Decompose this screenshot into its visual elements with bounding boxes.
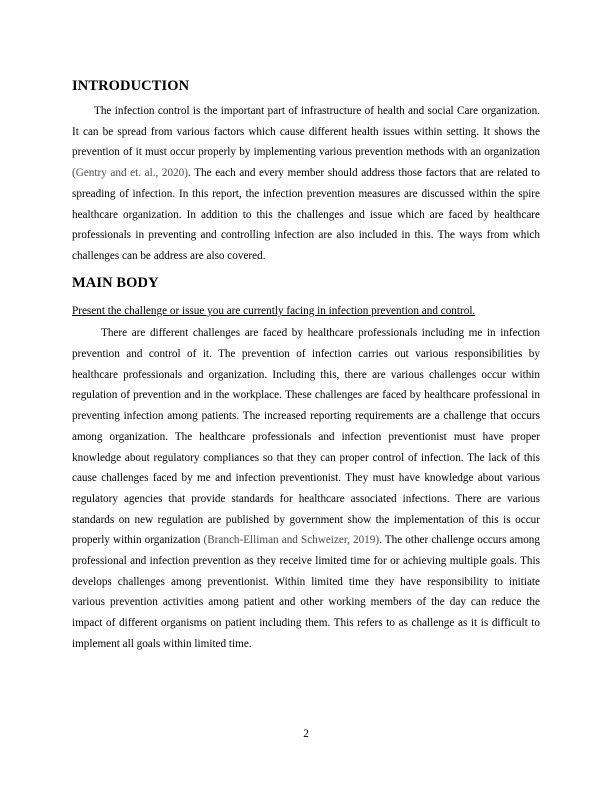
main-body-text-part2: . The other challenge occurs among professional and infection prevention as they receive limited time for or achieving multiple goals. This develops challenges among preventionist. Within limited time they have responsibility to initiate various prevention activities among patient and other working members of the day can reduce the impact of different organisms on patient including them. This refers to as challenge as it is difficult to implement all goals within limited time.: [72, 534, 540, 650]
introduction-paragraph: [72, 101, 540, 267]
introduction-heading: INTRODUCTION: [72, 78, 190, 94]
introduction-text-part2: . The each and every member should address those factors that are related to spreading of infection. In this report, the infection prevention measures are discussed within the spire healthcare organization. In addition to this the challenges and issue which are faced by healthcare professionals in preventing and controlling infection are also included in this. The ways from which challenges can be address are also covered.: [72, 167, 540, 262]
main-body-citation: (Branch-Elliman and Schweizer, 2019): [203, 534, 380, 547]
main-body-text-part1: There are different challenges are faced by healthcare professionals including me in infection prevention and control of it. The prevention of infection carries out various responsibilities by healthcare professionals and organization. Including this, there are various challenges occur within regulation of prevention and in the workplace. These challenges are faced by healthcare professional in preventing infection among patients. The increased reporting requirements are a challenge that occurs among organization. The healthcare professionals and infection preventionist must have proper knowledge about regulatory compliances so that they can proper control of infection. The lack of this cause challenges faced by me and infection preventionist. They must have knowledge about various regulatory agencies that provide standards for healthcare associated infections. There are various standards on new regulation are published by government show the implementation of this is occur properly within organization: [72, 327, 540, 547]
page-number: 2: [303, 728, 309, 740]
introduction-text-part1: The infection control is the important part of infrastructure of health and social Care organization. It can be spread from various factors which cause different health issues within setting. It shows the prevention of it must occur properly by implementing various prevention methods with an organization: [72, 105, 540, 159]
question-prompt: Present the challenge or issue you are currently facing in infection prevention and control.: [72, 304, 476, 317]
main-body-paragraph: [72, 323, 540, 654]
introduction-citation: (Gentry and et. al., 2020): [72, 167, 188, 180]
main-body-heading: MAIN BODY: [72, 274, 159, 291]
